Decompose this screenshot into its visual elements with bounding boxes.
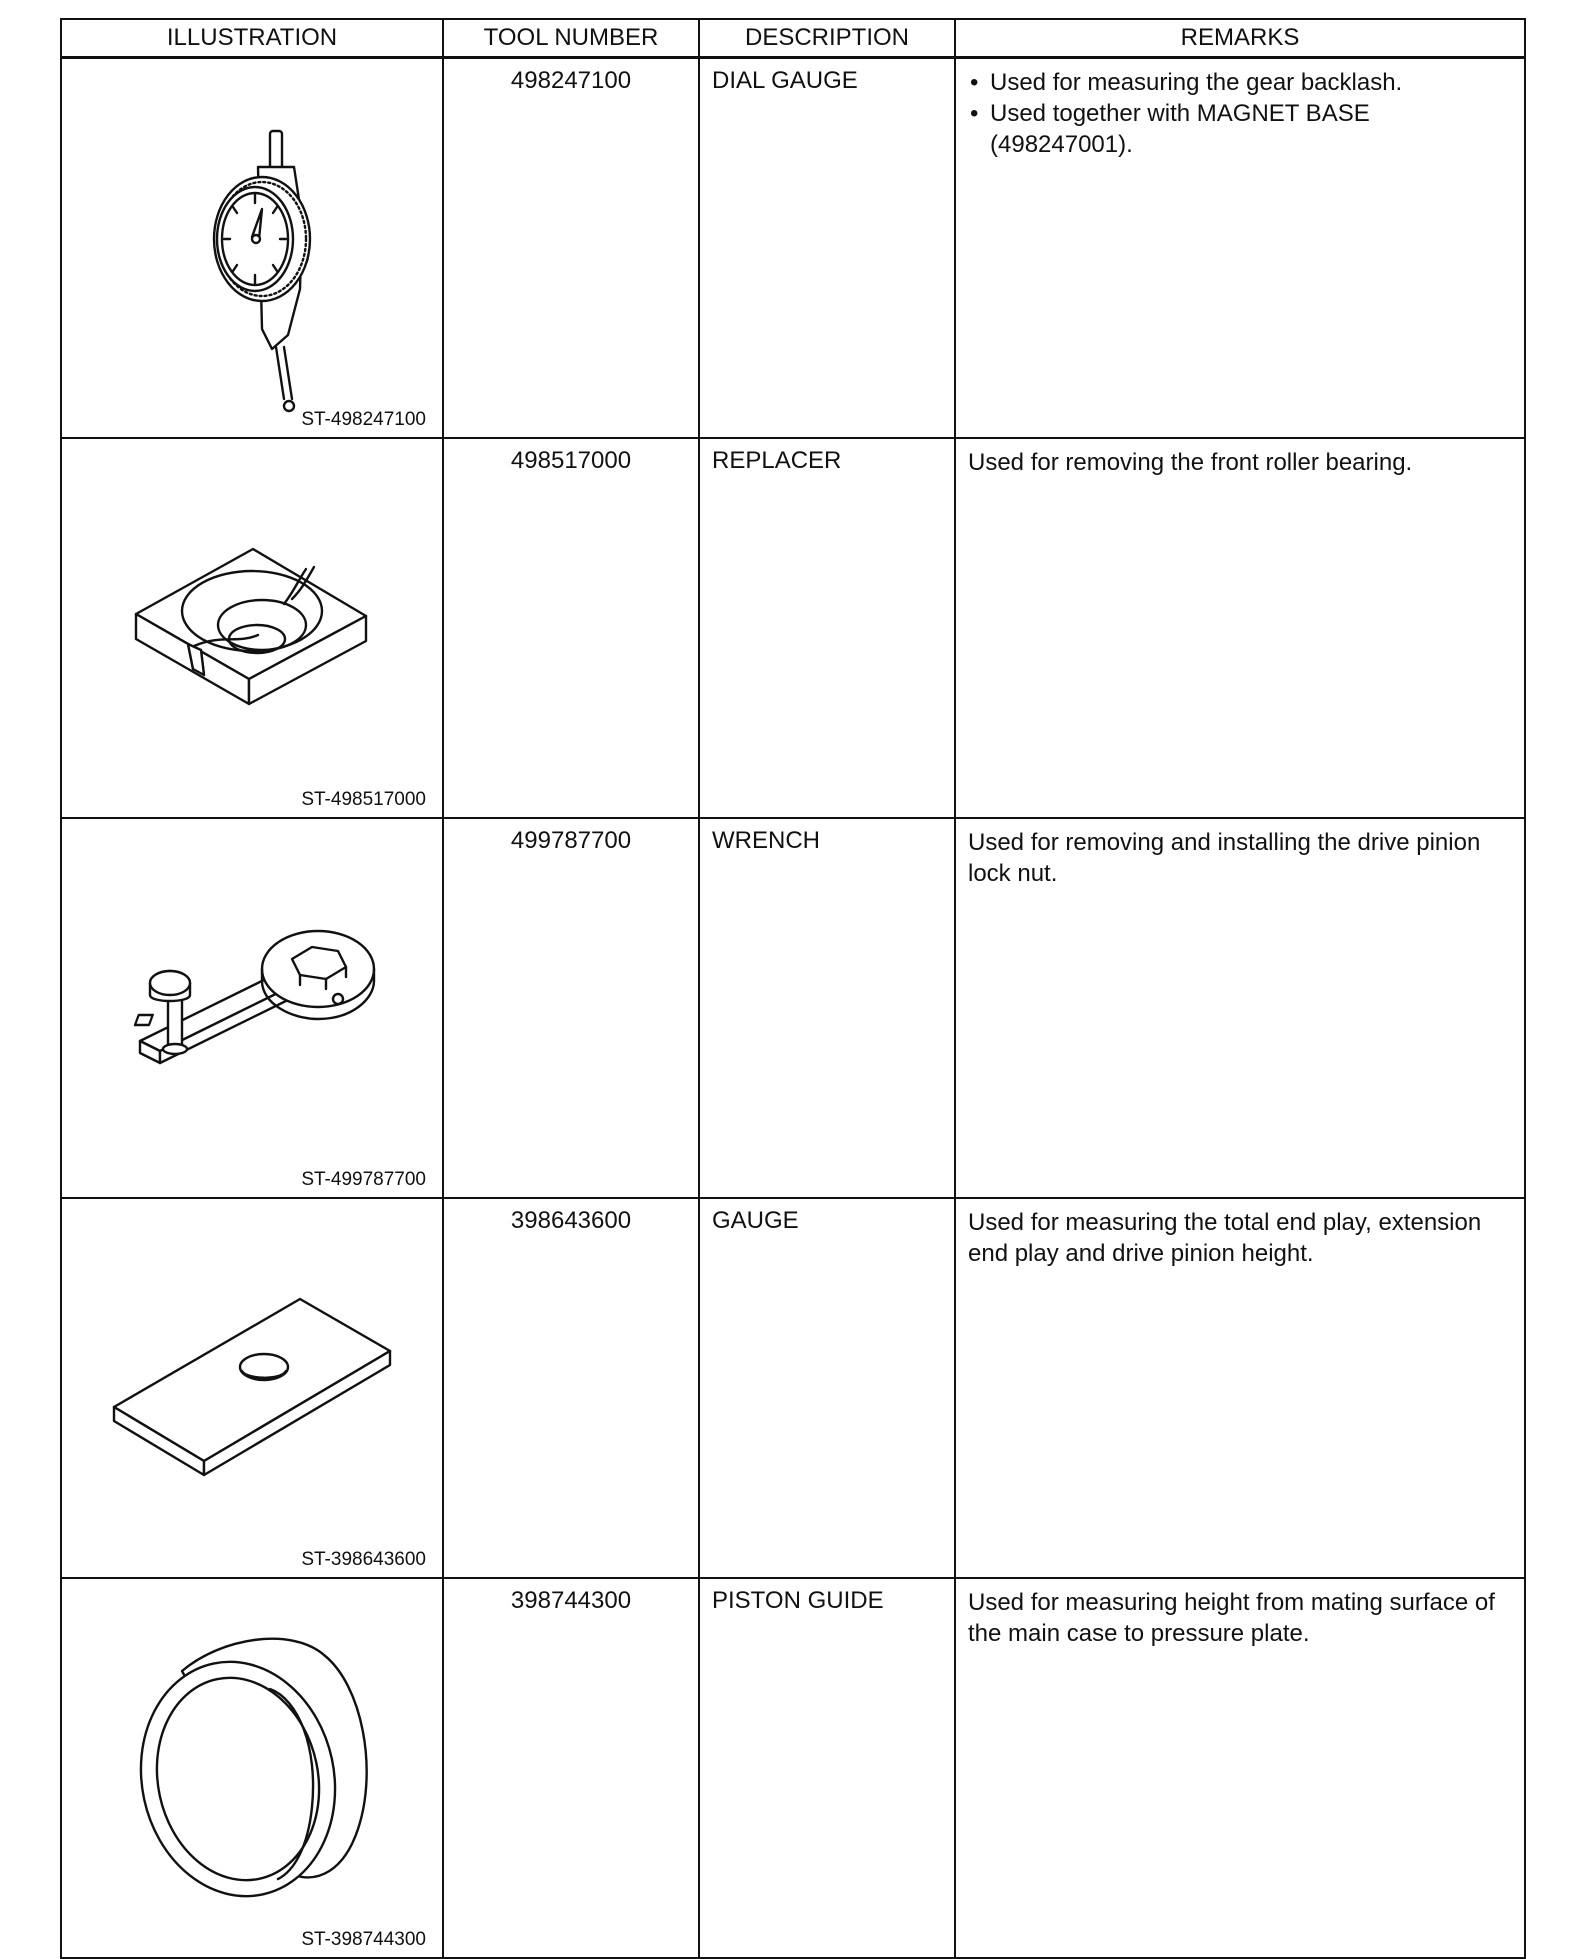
header-tool-number: TOOL NUMBER — [443, 19, 699, 58]
tool-remarks: Used for measuring the total end play, extension end play and drive pinion height. — [955, 1198, 1525, 1578]
tool-description: DIAL GAUGE — [699, 58, 955, 439]
remarks-list — [968, 67, 1514, 160]
tool-remarks — [955, 58, 1525, 439]
illustration-caption: ST-498517000 — [301, 789, 426, 810]
header-row — [61, 19, 1525, 58]
illustration-cell — [61, 818, 443, 1198]
dial-gauge-icon — [62, 59, 442, 429]
table-row — [61, 818, 1525, 1198]
table-row — [61, 1198, 1525, 1578]
tool-remarks: Used for measuring height from mating surface of the main case to pressure plate. — [955, 1578, 1525, 1958]
tool-description: PISTON GUIDE — [699, 1578, 955, 1958]
illustration-caption: ST-498247100 — [301, 409, 426, 430]
header-description: DESCRIPTION — [699, 19, 955, 58]
illustration-caption: ST-398744300 — [301, 1929, 426, 1950]
header-illustration: ILLUSTRATION — [61, 19, 443, 58]
tool-description: GAUGE — [699, 1198, 955, 1578]
tool-description: REPLACER — [699, 438, 955, 818]
illustration-cell — [61, 58, 443, 439]
table-row — [61, 1578, 1525, 1958]
illustration-cell — [61, 1198, 443, 1578]
tool-number: 398643600 — [443, 1198, 699, 1578]
special-tools-table — [60, 18, 1526, 1959]
header-remarks: REMARKS — [955, 19, 1525, 58]
tool-number: 398744300 — [443, 1578, 699, 1958]
illustration-caption: ST-499787700 — [301, 1169, 426, 1190]
replacer-icon — [62, 439, 442, 809]
tool-remarks: Used for removing and installing the drive pinion lock nut. — [955, 818, 1525, 1198]
remark-item: • Used together with MAGNET BASE (498247001). — [968, 98, 1514, 160]
remark-item: • Used for measuring the gear backlash. — [968, 67, 1514, 98]
table-row — [61, 58, 1525, 439]
tool-number: 498247100 — [443, 58, 699, 439]
tool-number: 498517000 — [443, 438, 699, 818]
illustration-cell — [61, 1578, 443, 1958]
illustration-caption: ST-398643600 — [301, 1549, 426, 1570]
table-row — [61, 438, 1525, 818]
wrench-icon — [62, 819, 442, 1189]
tool-number: 499787700 — [443, 818, 699, 1198]
illustration-cell — [61, 438, 443, 818]
piston-guide-icon — [62, 1579, 442, 1949]
tool-remarks: Used for removing the front roller bearing. — [955, 438, 1525, 818]
tool-description: WRENCH — [699, 818, 955, 1198]
gauge-plate-icon — [62, 1199, 442, 1569]
